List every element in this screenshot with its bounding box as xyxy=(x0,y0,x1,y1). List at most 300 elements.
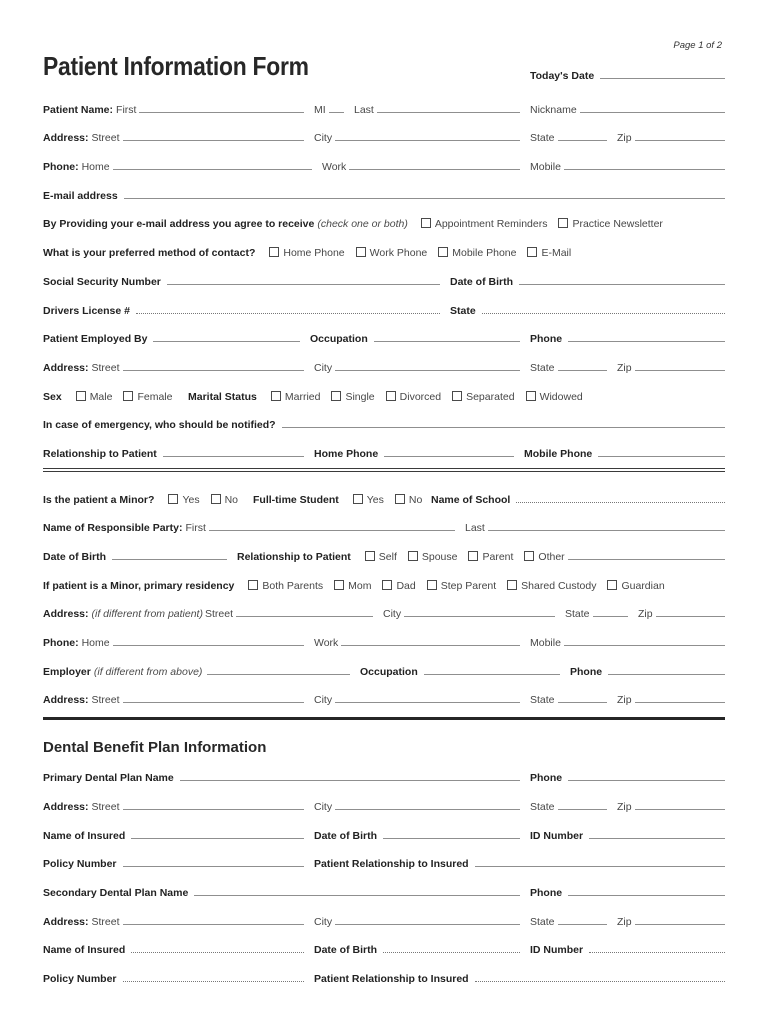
city-label: City xyxy=(314,800,333,813)
address-label: Address: xyxy=(43,694,89,707)
group-mobile-phone xyxy=(530,161,725,173)
checkbox-appointment-reminders[interactable] xyxy=(421,218,431,228)
checkbox-label: Separated xyxy=(466,390,515,403)
input-line-city[interactable] xyxy=(335,924,520,925)
row-drivers-license xyxy=(43,289,725,318)
row-responsible-phone xyxy=(43,621,725,650)
input-line-state[interactable] xyxy=(558,809,607,810)
checkbox-separated[interactable] xyxy=(452,391,462,401)
occupation-label: Occupation xyxy=(360,665,418,678)
input-line-occupation[interactable] xyxy=(424,674,560,675)
checkbox-student-yes[interactable] xyxy=(353,494,363,504)
input-line-street[interactable] xyxy=(123,702,304,703)
input-line-mobile-phone[interactable] xyxy=(564,169,725,170)
zip-label: Zip xyxy=(617,694,632,707)
address-note: (if different from patient) xyxy=(91,608,203,621)
row-emergency xyxy=(43,404,725,433)
checkbox-label: Both Parents xyxy=(262,579,324,592)
checkbox-label: Step Parent xyxy=(440,579,497,592)
group-state xyxy=(530,801,617,813)
input-line-street[interactable] xyxy=(236,616,373,617)
zip-label: Zip xyxy=(638,608,653,621)
group-zip xyxy=(617,694,725,706)
checkbox-minor-no[interactable] xyxy=(211,494,221,504)
state-label: State xyxy=(530,694,555,707)
group-primary-plan xyxy=(43,772,530,784)
group-street xyxy=(43,801,314,813)
group-state xyxy=(530,362,617,374)
group-city xyxy=(314,801,530,813)
row-secondary-insured xyxy=(43,929,725,958)
input-line-occupation[interactable] xyxy=(374,341,520,342)
input-line-state[interactable] xyxy=(558,924,607,925)
checkbox-label: Guardian xyxy=(621,579,665,592)
city-label: City xyxy=(383,608,402,621)
responsible-party-label: Name of Responsible Party: xyxy=(43,522,183,535)
insured-name-label: Name of Insured xyxy=(43,829,126,842)
option-minor-yes xyxy=(168,494,199,506)
city-label: City xyxy=(314,694,333,707)
group-school xyxy=(431,494,725,506)
group-street xyxy=(43,694,314,706)
checkbox-mom[interactable] xyxy=(334,580,344,590)
insured-dob-label: Date of Birth xyxy=(314,829,377,842)
row-ssn-dob xyxy=(43,260,725,289)
input-line-city[interactable] xyxy=(335,370,520,371)
checkbox-divorced[interactable] xyxy=(386,391,396,401)
checkbox-label: Appointment Reminders xyxy=(434,218,548,231)
input-line-policy-number[interactable] xyxy=(123,866,304,867)
input-line-phone[interactable] xyxy=(608,674,725,675)
section-divider-thick xyxy=(43,717,725,720)
group-minor-question xyxy=(43,494,253,506)
group-policy-number xyxy=(43,858,314,870)
home-phone-label: Home Phone xyxy=(314,447,379,460)
row-email xyxy=(43,174,725,203)
input-line-city[interactable] xyxy=(404,616,555,617)
checkbox-label: Practice Newsletter xyxy=(572,218,663,231)
group-plan-phone xyxy=(530,887,725,899)
checkbox-female[interactable] xyxy=(123,391,133,401)
checkbox-label: Work Phone xyxy=(369,247,428,260)
marital-status-label: Marital Status xyxy=(188,390,257,403)
option-self xyxy=(365,551,397,563)
input-line-first-name[interactable] xyxy=(139,112,304,113)
input-line-emergency[interactable] xyxy=(282,427,725,428)
dob-label: Date of Birth xyxy=(450,275,513,288)
group-work-phone xyxy=(322,161,530,173)
group-work-phone xyxy=(314,637,530,649)
group-zip xyxy=(617,132,725,144)
input-line-mobile-phone[interactable] xyxy=(564,645,725,646)
email-label: E-mail address xyxy=(43,189,118,202)
id-number-label: ID Number xyxy=(530,944,584,957)
input-line-insured-dob[interactable] xyxy=(383,838,520,839)
input-line-home-phone[interactable] xyxy=(113,169,312,170)
address-label: Address: xyxy=(43,608,89,621)
checkbox-label: E-Mail xyxy=(541,247,572,260)
checkbox-parent[interactable] xyxy=(468,551,478,561)
option-step-parent xyxy=(427,580,496,592)
checkbox-self[interactable] xyxy=(365,551,375,561)
relationship-label: Relationship to Patient xyxy=(43,447,157,460)
group-street xyxy=(43,132,314,144)
minor-question-label: Is the patient a Minor? xyxy=(43,493,155,506)
option-minor-no xyxy=(211,494,238,506)
street-label: Street xyxy=(91,915,120,928)
checkbox-label: Yes xyxy=(182,493,200,506)
option-home-phone xyxy=(269,247,344,259)
row-responsible-address xyxy=(43,593,725,622)
input-line-todays-date[interactable] xyxy=(600,78,725,79)
checkbox-label: Divorced xyxy=(399,390,442,403)
address-label: Address: xyxy=(43,132,89,145)
checkbox-widowed[interactable] xyxy=(526,391,536,401)
address-label: Address: xyxy=(43,915,89,928)
input-line-employer[interactable] xyxy=(207,674,350,675)
first-label: First xyxy=(185,522,206,535)
group-zip xyxy=(617,362,725,374)
option-student-no xyxy=(395,494,422,506)
checkbox-practice-newsletter[interactable] xyxy=(558,218,568,228)
responsible-relationship-label: Relationship to Patient xyxy=(237,551,351,563)
checkbox-minor-yes[interactable] xyxy=(168,494,178,504)
input-line-policy-number[interactable] xyxy=(123,981,304,982)
group-street xyxy=(43,608,383,620)
input-line-other-relationship[interactable] xyxy=(568,559,725,560)
group-insured-name xyxy=(43,830,314,842)
mobile-phone-label: Mobile Phone xyxy=(524,447,593,460)
row-sex-marital xyxy=(43,375,725,404)
group-sex xyxy=(43,391,188,403)
input-line-zip[interactable] xyxy=(635,809,725,810)
group-state xyxy=(530,132,617,144)
input-line-ssn[interactable] xyxy=(167,284,440,285)
email-agree-note: (check one or both) xyxy=(317,218,408,231)
checkbox-label: Mobile Phone xyxy=(452,247,517,260)
todays-date-group xyxy=(530,70,725,82)
row-primary-residency xyxy=(43,564,725,593)
group-city xyxy=(314,694,530,706)
option-student-yes xyxy=(353,494,384,506)
input-line-employed-by[interactable] xyxy=(153,341,300,342)
row-secondary-plan xyxy=(43,871,725,900)
checkbox-male[interactable] xyxy=(76,391,86,401)
checkbox-spouse[interactable] xyxy=(408,551,418,561)
insured-name-label: Name of Insured xyxy=(43,944,126,957)
group-relationship xyxy=(43,448,314,460)
group-employer-phone xyxy=(530,333,725,345)
input-line-responsible-first[interactable] xyxy=(209,530,455,531)
group-state xyxy=(530,916,617,928)
option-dad xyxy=(382,580,415,592)
drivers-license-label: Drivers License # xyxy=(43,304,130,317)
input-line-emergency-home-phone[interactable] xyxy=(384,456,514,457)
last-label: Last xyxy=(354,103,374,116)
patient-name-label: Patient Name: xyxy=(43,103,114,116)
group-employer xyxy=(43,666,360,678)
state-label: State xyxy=(530,915,555,928)
group-secondary-plan xyxy=(43,887,530,899)
row-primary-plan xyxy=(43,756,725,785)
address-label: Address: xyxy=(43,361,89,374)
policy-number-label: Policy Number xyxy=(43,858,117,871)
option-other xyxy=(524,551,564,563)
input-line-zip[interactable] xyxy=(635,140,725,141)
input-line-relationship[interactable] xyxy=(163,456,304,457)
input-line-zip[interactable] xyxy=(656,616,725,617)
form-title: Patient Information Form xyxy=(43,51,309,81)
phone-label: Phone xyxy=(570,665,603,678)
input-line-responsible-dob[interactable] xyxy=(112,559,227,560)
group-full-time-student xyxy=(253,494,431,506)
checkbox-other[interactable] xyxy=(524,551,534,561)
checkbox-label: Yes xyxy=(366,493,384,506)
checkbox-single[interactable] xyxy=(331,391,341,401)
zip-label: Zip xyxy=(617,361,632,374)
checkbox-married[interactable] xyxy=(271,391,281,401)
input-line-city[interactable] xyxy=(335,809,520,810)
checkbox-label: Dad xyxy=(396,579,416,592)
row-emergency-relationship xyxy=(43,432,725,461)
checkbox-home-phone[interactable] xyxy=(269,247,279,257)
form-body xyxy=(43,88,725,986)
input-line-id-number[interactable] xyxy=(589,838,725,839)
group-patient-relationship xyxy=(314,973,725,985)
state-label: State xyxy=(565,608,590,621)
row-employer-address xyxy=(43,346,725,375)
row-responsible-dob-relationship xyxy=(43,535,725,564)
input-line-patient-relationship[interactable] xyxy=(475,866,725,867)
input-line-state[interactable] xyxy=(558,140,607,141)
group-responsible-last xyxy=(465,522,725,534)
ssn-label: Social Security Number xyxy=(43,275,161,288)
todays-date-label: Today's Date xyxy=(530,70,595,82)
group-insured-name xyxy=(43,944,314,956)
employer-phone-label: Phone xyxy=(530,333,563,346)
option-mom xyxy=(334,580,371,592)
option-spouse xyxy=(408,551,458,563)
input-line-email[interactable] xyxy=(124,198,725,199)
group-city xyxy=(314,362,530,374)
row-secondary-plan-address xyxy=(43,900,725,929)
input-line-responsible-last[interactable] xyxy=(488,530,725,531)
checkbox-guardian[interactable] xyxy=(607,580,617,590)
phone-label: Phone: xyxy=(43,161,79,174)
option-married xyxy=(271,391,321,403)
group-emergency-mobile-phone xyxy=(524,448,725,460)
input-line-employer-phone[interactable] xyxy=(568,341,725,342)
input-line-last-name[interactable] xyxy=(377,112,520,113)
input-line-primary-plan[interactable] xyxy=(180,780,520,781)
row-primary-plan-address xyxy=(43,785,725,814)
street-label: Street xyxy=(91,361,120,374)
phone-label: Phone: xyxy=(43,637,79,650)
group-zip xyxy=(617,916,725,928)
mi-label: MI xyxy=(314,103,326,116)
school-label: Name of School xyxy=(431,493,511,506)
group-employed-by xyxy=(43,333,310,345)
option-appointment-reminders xyxy=(421,218,548,230)
input-line-emergency-mobile-phone[interactable] xyxy=(598,456,725,457)
input-line-street[interactable] xyxy=(123,370,304,371)
input-line-patient-relationship[interactable] xyxy=(475,981,725,982)
dl-state-label: State xyxy=(450,304,476,317)
option-parent xyxy=(468,551,513,563)
input-line-work-phone[interactable] xyxy=(341,645,520,646)
preferred-contact-label: What is your preferred method of contact? xyxy=(43,247,256,260)
checkbox-label: Married xyxy=(284,390,321,403)
checkbox-shared-custody[interactable] xyxy=(507,580,517,590)
input-line-insured-name[interactable] xyxy=(131,838,304,839)
group-responsible-first xyxy=(43,522,465,534)
street-label: Street xyxy=(91,694,120,707)
option-separated xyxy=(452,391,514,403)
city-label: City xyxy=(314,915,333,928)
group-occupation xyxy=(360,666,570,678)
option-female xyxy=(123,391,172,403)
row-minor-question xyxy=(43,478,725,507)
option-mobile-phone xyxy=(438,247,516,259)
input-line-drivers-license[interactable] xyxy=(136,313,440,314)
employer-label: Employer xyxy=(43,665,91,678)
form-header xyxy=(43,50,725,82)
checkbox-label: Spouse xyxy=(421,551,458,563)
nickname-label: Nickname xyxy=(530,103,577,116)
input-line-school[interactable] xyxy=(516,502,725,503)
group-id-number xyxy=(530,944,725,956)
group-nickname xyxy=(530,104,725,116)
state-label: State xyxy=(530,800,555,813)
group-home-phone xyxy=(43,637,314,649)
input-line-city[interactable] xyxy=(335,702,520,703)
group-ssn xyxy=(43,276,450,288)
group-dl-state xyxy=(450,305,725,317)
input-line-home-phone[interactable] xyxy=(113,645,304,646)
group-zip xyxy=(638,608,725,620)
input-line-zip[interactable] xyxy=(635,702,725,703)
checkbox-work-phone[interactable] xyxy=(356,247,366,257)
option-male xyxy=(76,391,113,403)
input-line-street[interactable] xyxy=(123,809,304,810)
option-shared-custody xyxy=(507,580,596,592)
primary-plan-label: Primary Dental Plan Name xyxy=(43,772,174,785)
input-line-street[interactable] xyxy=(123,924,304,925)
row-patient-address xyxy=(43,117,725,146)
input-line-insured-name[interactable] xyxy=(131,952,304,953)
checkbox-label: Single xyxy=(345,390,375,403)
row-preferred-contact xyxy=(43,231,725,260)
input-line-dob[interactable] xyxy=(519,284,725,285)
checkbox-dad[interactable] xyxy=(382,580,392,590)
input-line-state[interactable] xyxy=(558,370,607,371)
checkbox-step-parent[interactable] xyxy=(427,580,437,590)
row-responsible-party xyxy=(43,507,725,536)
group-insured-dob xyxy=(314,830,530,842)
checkbox-both-parents[interactable] xyxy=(248,580,258,590)
city-label: City xyxy=(314,361,333,374)
option-widowed xyxy=(526,391,583,403)
row-email-agreement xyxy=(43,203,725,232)
row-employer xyxy=(43,318,725,347)
group-city xyxy=(314,132,530,144)
id-number-label: ID Number xyxy=(530,829,584,842)
patient-relationship-label: Patient Relationship to Insured xyxy=(314,972,469,985)
checkbox-student-no[interactable] xyxy=(395,494,405,504)
group-phone xyxy=(570,666,725,678)
street-label: Street xyxy=(204,608,233,621)
group-id-number xyxy=(530,830,725,842)
checkbox-label: Parent xyxy=(482,551,514,563)
group-city xyxy=(314,916,530,928)
input-line-dl-state[interactable] xyxy=(482,313,725,314)
street-label: Street xyxy=(91,800,120,813)
row-secondary-policy xyxy=(43,957,725,986)
input-line-plan-phone[interactable] xyxy=(568,895,725,896)
group-responsible-dob xyxy=(43,551,237,563)
row-patient-phone xyxy=(43,145,725,174)
group-occupation xyxy=(310,333,530,345)
input-line-id-number[interactable] xyxy=(589,952,725,953)
input-line-state[interactable] xyxy=(593,616,628,617)
group-street xyxy=(43,362,314,374)
checkbox-mobile-phone[interactable] xyxy=(438,247,448,257)
input-line-zip[interactable] xyxy=(635,370,725,371)
input-line-street[interactable] xyxy=(123,140,304,141)
checkbox-label: Home Phone xyxy=(283,247,345,260)
checkbox-label: Self xyxy=(378,551,397,563)
dental-section-heading: Dental Benefit Plan Information xyxy=(43,739,267,757)
section-divider-double xyxy=(43,468,725,472)
home-label: Home xyxy=(81,637,110,650)
checkbox-label: No xyxy=(408,493,423,506)
checkbox-label: Widowed xyxy=(539,390,583,403)
state-label: State xyxy=(530,361,555,374)
row-responsible-employer-address xyxy=(43,679,725,708)
group-dob xyxy=(450,276,725,288)
last-label: Last xyxy=(465,522,485,535)
input-line-plan-phone[interactable] xyxy=(568,780,725,781)
input-line-insured-dob[interactable] xyxy=(383,952,520,953)
group-zip xyxy=(617,801,725,813)
option-divorced xyxy=(386,391,441,403)
plan-phone-label: Phone xyxy=(530,772,563,785)
input-line-state[interactable] xyxy=(558,702,607,703)
input-line-secondary-plan[interactable] xyxy=(194,895,520,896)
group-city xyxy=(383,608,565,620)
state-label: State xyxy=(530,132,555,145)
checkbox-email[interactable] xyxy=(527,247,537,257)
row-patient-name xyxy=(43,88,725,117)
group-first-name xyxy=(43,104,314,116)
plan-phone-label: Phone xyxy=(530,886,563,899)
emergency-label: In case of emergency, who should be notified? xyxy=(43,419,276,432)
insured-dob-label: Date of Birth xyxy=(314,944,377,957)
street-label: Street xyxy=(91,132,120,145)
input-line-city[interactable] xyxy=(335,140,520,141)
group-emergency-home-phone xyxy=(314,448,524,460)
occupation-label: Occupation xyxy=(310,333,368,346)
group-state xyxy=(565,608,638,620)
work-label: Work xyxy=(322,161,347,174)
input-line-work-phone[interactable] xyxy=(349,169,520,170)
group-home-phone xyxy=(43,161,322,173)
input-line-nickname[interactable] xyxy=(580,112,725,113)
checkbox-label: Male xyxy=(89,390,113,403)
work-label: Work xyxy=(314,637,339,650)
input-line-zip[interactable] xyxy=(635,924,725,925)
input-line-mi[interactable] xyxy=(329,112,344,113)
